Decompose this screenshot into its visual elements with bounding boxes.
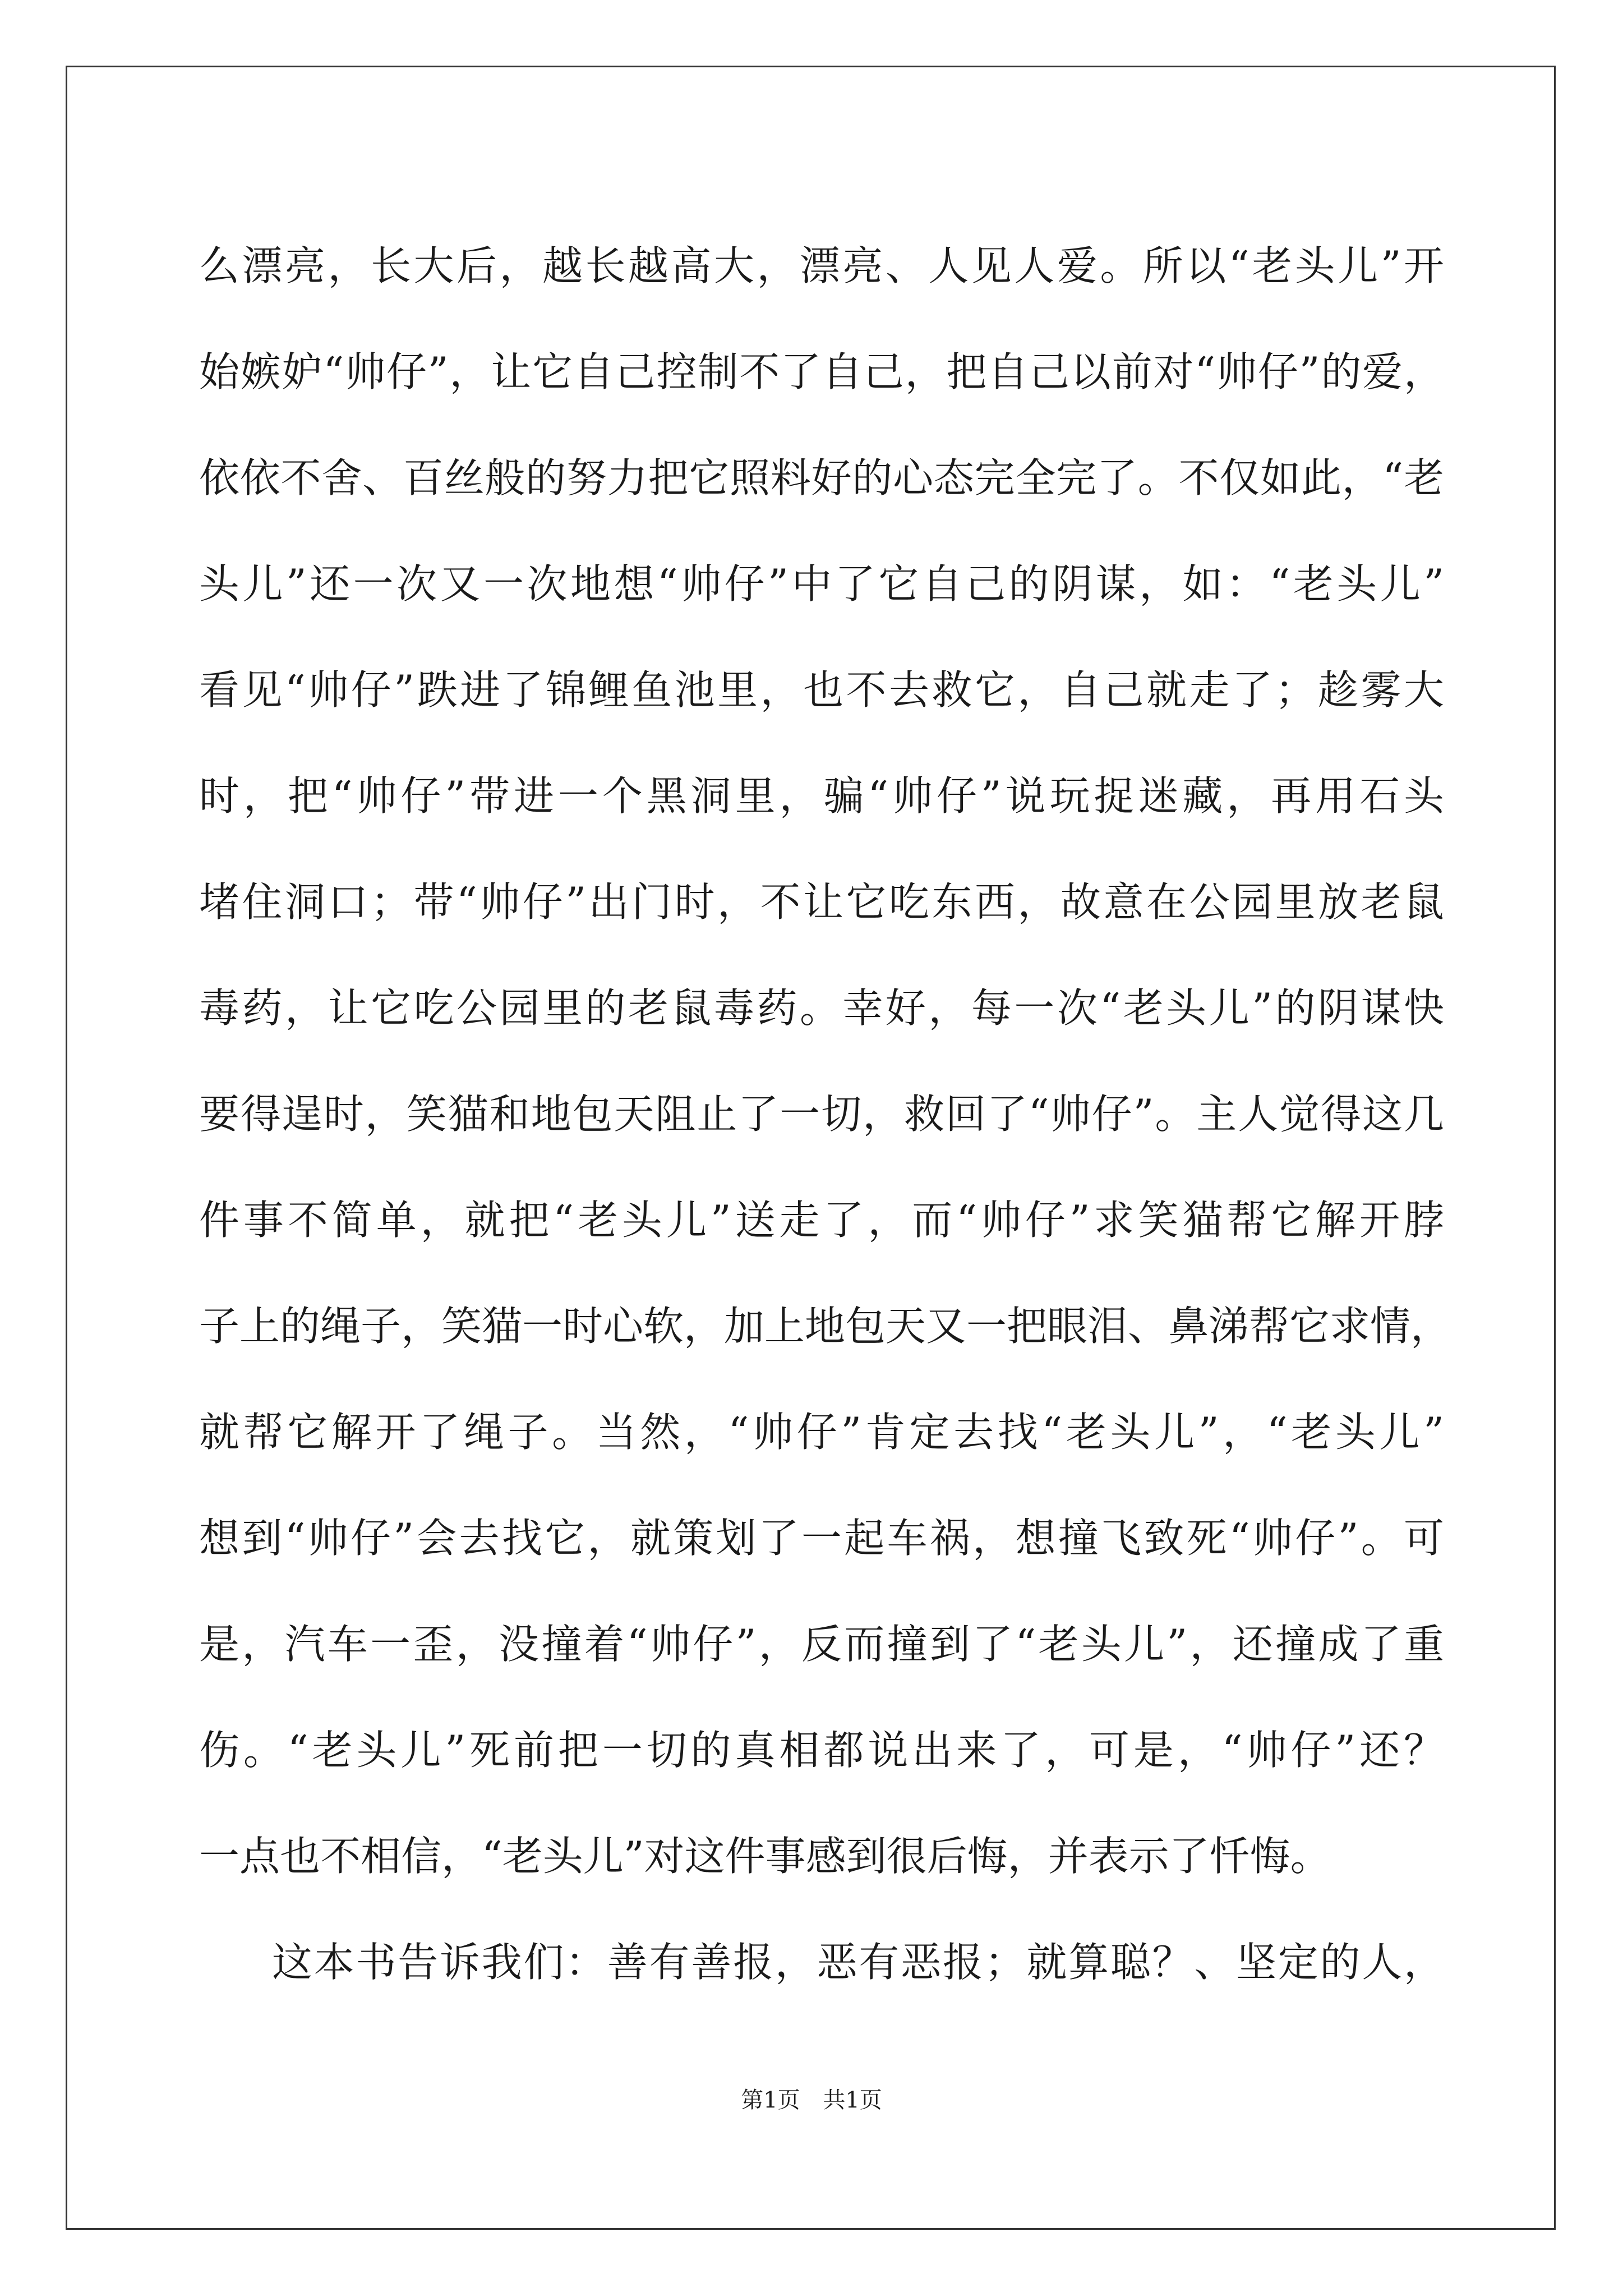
text-line: 么漂亮，长大后，越长越高大，漂亮、人见人爱。所以“老头儿”开 xyxy=(199,242,1444,289)
text-line: 头儿”还一次又一次地想“帅仔”中了它自己的阴谋，如：“老头儿” xyxy=(199,560,1444,608)
text-line: 件事不简单，就把“老头儿”送走了，而“帅仔”求笑猫帮它解开脖 xyxy=(199,1197,1444,1244)
text-line: 伤。“老头儿”死前把一切的真相都说出来了，可是，“帅仔”还？ xyxy=(199,1727,1444,1774)
text-line: 看见“帅仔”跌进了锦鲤鱼池里，也不去救它，自己就走了；趁雾大 xyxy=(199,666,1444,714)
text-line: 要得逞时，笑猫和地包天阻止了一切，救回了“帅仔”。主人觉得这几 xyxy=(199,1091,1444,1138)
text-line: 依依不舍、百丝般的努力把它照料好的心态完全完了。不仅如此，“老 xyxy=(199,454,1444,501)
text-line: 堵住洞口；带“帅仔”出门时，不让它吃东西，故意在公园里放老鼠 xyxy=(199,878,1444,926)
text-line: 毒药，让它吃公园里的老鼠毒药。幸好，每一次“老头儿”的阴谋快 xyxy=(199,984,1444,1032)
text-line: 想到“帅仔”会去找它，就策划了一起车祸，想撞飞致死“帅仔”。可 xyxy=(199,1515,1444,1562)
paragraph-end-line: 一点也不相信，“老头儿”对这件事感到很后悔，并表示了忏悔。 xyxy=(199,1833,1331,1880)
body-text xyxy=(199,213,1451,2016)
page-footer: 第1页 共1页 xyxy=(741,2087,882,2113)
text-line: 始嫉妒“帅仔”，让它自己控制不了自己，把自己以前对“帅仔”的爱， xyxy=(199,348,1444,395)
paragraph-start-line: 这本书告诉我们：善有善报，恶有恶报；就算聪？、坚定的人， xyxy=(272,1939,1444,1986)
text-line: 就帮它解开了绳子。当然，“帅仔”肯定去找“老头儿”，“老头儿” xyxy=(199,1409,1444,1456)
text-line: 子上的绳子，笑猫一时心软，加上地包天又一把眼泪、鼻涕帮它求情， xyxy=(199,1303,1451,1350)
text-line: 是，汽车一歪，没撞着“帅仔”，反而撞到了“老头儿”，还撞成了重 xyxy=(199,1621,1444,1668)
text-line: 时，把“帅仔”带进一个黑洞里，骗“帅仔”说玩捉迷藏，再用石头 xyxy=(199,772,1444,820)
